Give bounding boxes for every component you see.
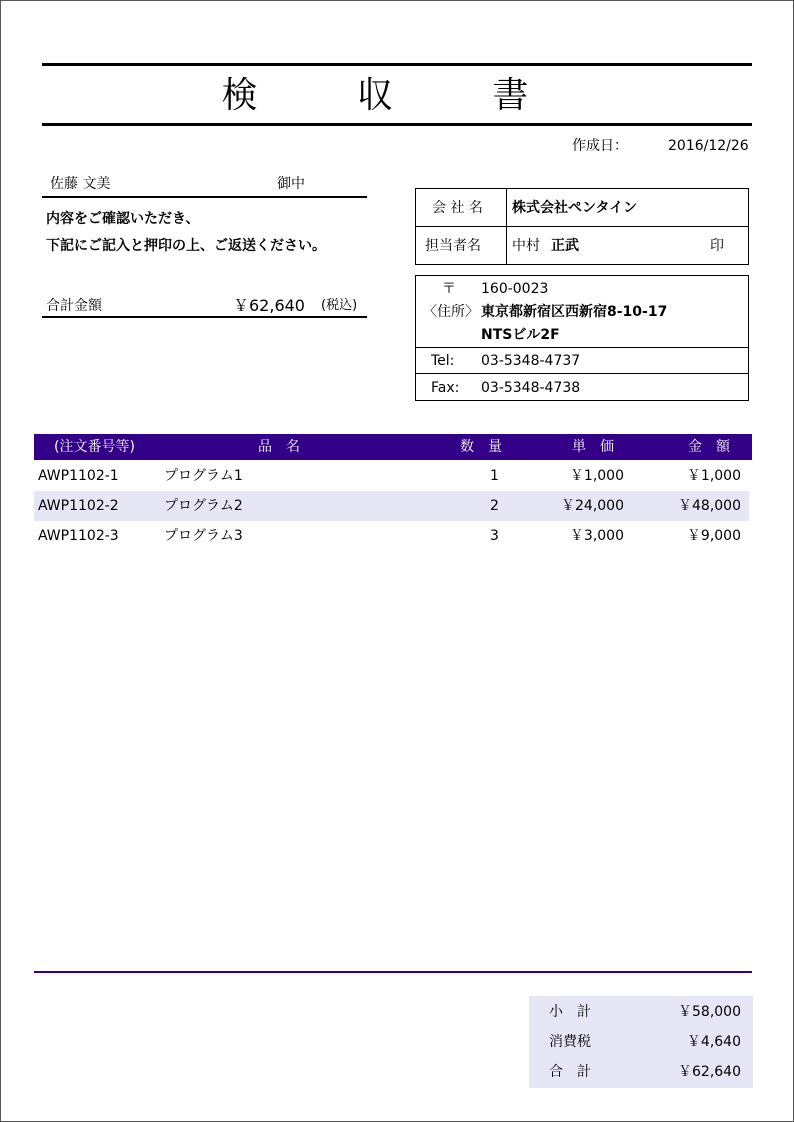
- address-divider-1: [415, 347, 749, 348]
- summary-box: [529, 996, 753, 1088]
- row-amount: ￥1,000: [686, 468, 741, 484]
- address-divider-2: [415, 373, 749, 374]
- table-row: [34, 521, 749, 551]
- row-unit-price: ￥24,000: [561, 498, 624, 514]
- fax-label: Fax:: [431, 380, 460, 396]
- header-amount: 金 額: [688, 439, 730, 455]
- document-title: 検 収 書: [221, 75, 573, 116]
- row-unit-price: ￥1,000: [569, 468, 624, 484]
- recipient-suffix: 御中: [277, 176, 305, 192]
- row-item: プログラム1: [164, 468, 243, 484]
- subtotal-value: ￥58,000: [678, 1004, 741, 1020]
- table-row: [34, 461, 749, 491]
- row-qty: 1: [490, 468, 499, 484]
- header-order-no: (注文番号等): [54, 439, 135, 455]
- total-value: ￥62,640: [678, 1064, 741, 1080]
- total-amount-value: ￥62,640: [233, 296, 305, 315]
- tel-label: Tel:: [431, 353, 455, 369]
- fax-number: 03-5348-4738: [481, 380, 581, 396]
- tax-included-note: (税込): [321, 298, 358, 313]
- person-name: 正武: [551, 238, 579, 254]
- created-date: 2016/12/26: [668, 138, 749, 154]
- person-label: 担当者名: [425, 238, 481, 254]
- total-amount-label: 合計金額: [46, 298, 102, 314]
- company-box-divider: [415, 226, 749, 227]
- total-underline: [42, 316, 367, 318]
- row-qty: 2: [490, 498, 499, 514]
- postal-mark: 〒: [442, 281, 456, 297]
- company-name: 株式会社ペンタイン: [512, 200, 638, 216]
- address-label: 〈住所〉: [423, 304, 479, 320]
- row-order-no: AWP1102-2: [38, 498, 119, 514]
- items-table-header: [34, 434, 752, 460]
- recipient-name: 佐藤 文美: [50, 176, 111, 192]
- header-unit-price: 単 価: [572, 439, 614, 455]
- table-bottom-rule: [34, 971, 752, 973]
- address-line-1: 東京都新宿区西新宿8-10-17: [481, 304, 668, 320]
- row-item: プログラム2: [164, 498, 243, 514]
- company-label: 会 社 名: [432, 200, 483, 216]
- row-order-no: AWP1102-1: [38, 468, 119, 484]
- title-rule-top: [42, 63, 752, 66]
- seal-mark: 印: [710, 238, 724, 254]
- created-label: 作成日：: [572, 138, 628, 154]
- postal-code: 160-0023: [481, 281, 549, 297]
- message-line-2: 下記にご記入と押印の上、ご返送ください。: [46, 238, 326, 254]
- header-item: 品 名: [258, 439, 300, 455]
- tax-label: 消費税: [549, 1034, 591, 1050]
- row-qty: 3: [490, 528, 499, 544]
- recipient-underline: [42, 196, 367, 198]
- message-line-1: 内容をご確認いただき、: [46, 211, 200, 227]
- header-qty: 数 量: [460, 439, 502, 455]
- row-amount: ￥48,000: [678, 498, 741, 514]
- table-row: [34, 491, 749, 521]
- row-order-no: AWP1102-3: [38, 528, 119, 544]
- tel-number: 03-5348-4737: [481, 353, 581, 369]
- person-name-prefix: 中村: [512, 238, 540, 254]
- title-rule-bottom: [42, 123, 752, 126]
- row-amount: ￥9,000: [686, 528, 741, 544]
- tax-value: ￥4,640: [686, 1034, 741, 1050]
- total-label: 合 計: [549, 1064, 591, 1080]
- row-unit-price: ￥3,000: [569, 528, 624, 544]
- address-line-2: NTSビル2F: [481, 327, 560, 343]
- subtotal-label: 小 計: [549, 1004, 591, 1020]
- row-item: プログラム3: [164, 528, 243, 544]
- address-box: [415, 275, 749, 401]
- company-box-vdivider: [506, 188, 507, 265]
